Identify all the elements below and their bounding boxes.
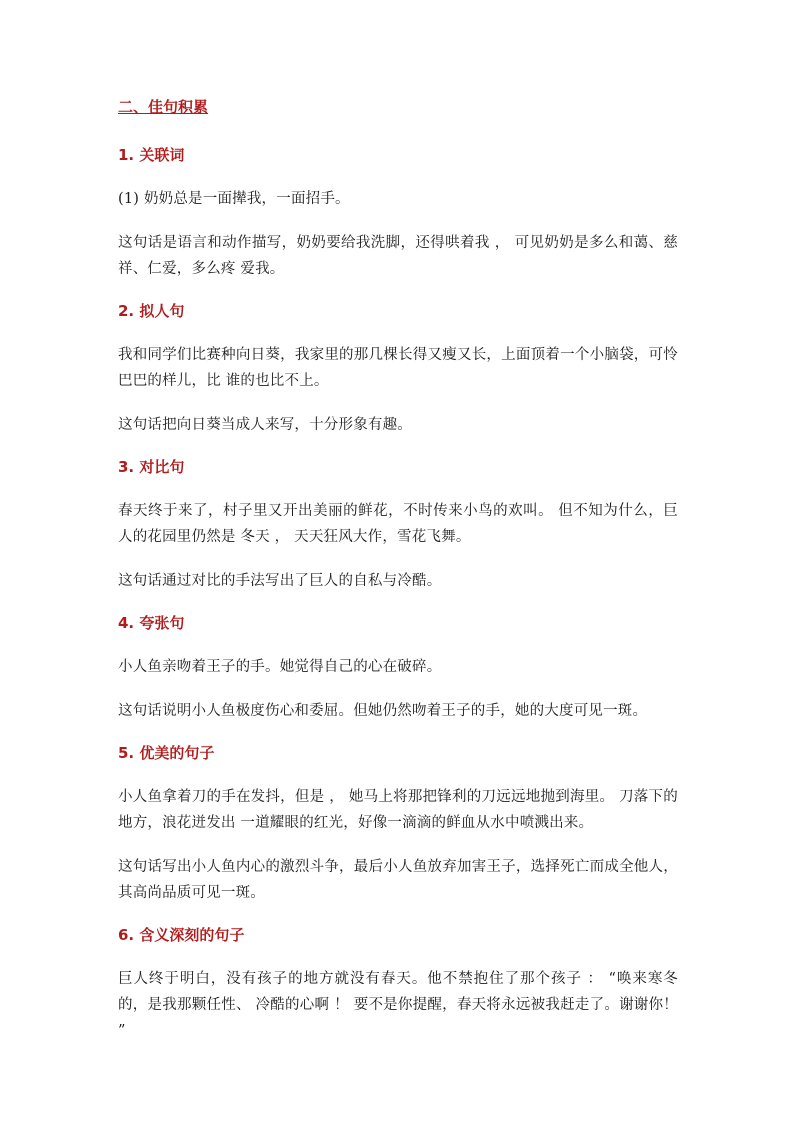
section-heading: 3. 对比句 [118, 458, 185, 476]
analysis-text: 这句话通过对比的手法写出了巨人的自私与冷酷。 [118, 573, 442, 589]
section-personification [118, 300, 678, 438]
example-sentence: 巨人终于明白，没有孩子的地方就没有春天。他不禁抱住了那个孩子 ： “唤来寒冬的，是我那颗任性、 冷酷的心啊 ！ 要不是你提醒，春天将永远被我赶走了。谢谢你！ ” [118, 971, 678, 1039]
example-sentence: 我和同学们比赛种向日葵，我家里的那几棵长得又瘦又长，上面顶着一个小脑袋，可怜巴巴的样儿，比 谁的也比不上。 [118, 347, 678, 389]
example-sentence: 春天终于来了，村子里又开出美丽的鲜花，不时传来小鸟的欢叫。 但不知为什么，巨人的花园里仍然是 冬天 ， 天天狂风大作，雪花飞舞。 [118, 503, 678, 545]
example-sentence: (1) 奶奶总是一面撵我，一面招手。 [118, 191, 350, 207]
section-contrast [118, 456, 678, 594]
section-heading: 4. 夸张句 [118, 614, 185, 632]
section-heading: 2. 拟人句 [118, 302, 185, 320]
document-title: 二、佳句积累 [118, 98, 209, 116]
document-page [118, 96, 678, 1062]
section-beautiful-sentences [118, 742, 678, 906]
section-heading: 5. 优美的句子 [118, 744, 215, 762]
analysis-text: 这句话把向日葵当成人来写，十分形象有趣。 [118, 417, 412, 433]
example-sentence: 小人鱼拿着刀的手在发抖，但是 ， 她马上将那把锋利的刀远远地抛到海里。 刀落下的地方，浪花迸发出 一道耀眼的红光，好像一滴滴的鲜血从水中喷溅出来。 [118, 789, 678, 831]
analysis-text: 这句话是语言和动作描写，奶奶要给我洗脚，还得哄着我 ， 可见奶奶是多么和蔼、慈祥、仁爱，多么疼 爱我。 [118, 235, 678, 277]
section-heading: 1. 关联词 [118, 146, 185, 164]
analysis-text: 这句话说明小人鱼极度伤心和委屈。但她仍然吻着王子的手，她的大度可见一斑。 [118, 703, 648, 719]
analysis-text: 这句话写出小人鱼内心的激烈斗争，最后小人鱼放弃加害王子，选择死亡而成全他人，其高尚品质可见一斑。 [118, 859, 678, 901]
section-conjunctions [118, 144, 678, 282]
section-exaggeration [118, 612, 678, 724]
example-sentence: 小人鱼亲吻着王子的手。她觉得自己的心在破碎。 [118, 659, 442, 675]
section-heading: 6. 含义深刻的句子 [118, 926, 245, 944]
section-profound-sentences [118, 924, 678, 1044]
